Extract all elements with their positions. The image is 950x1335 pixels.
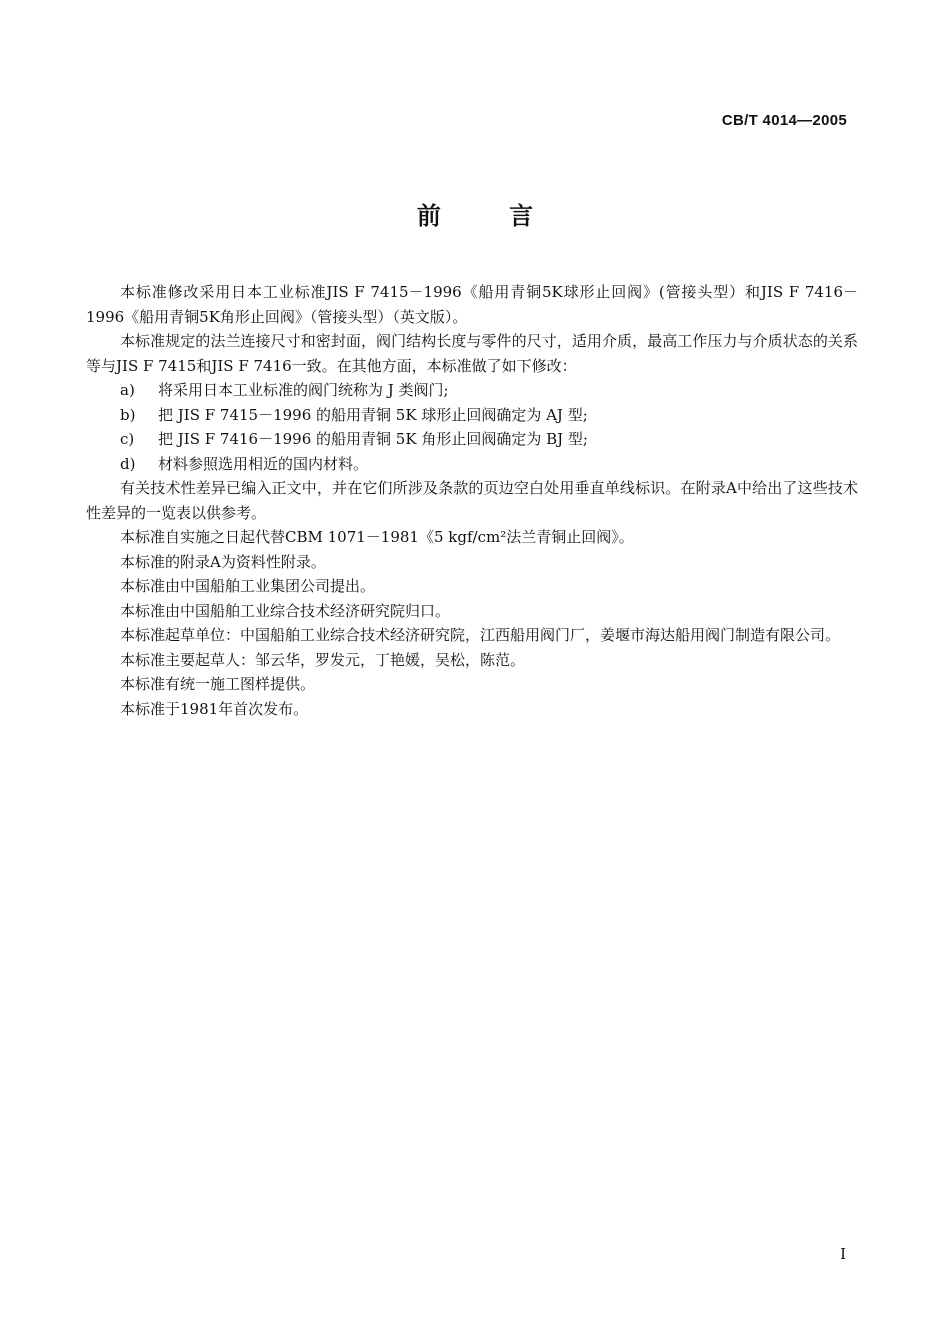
standard-code: CB/T 4014—2005 bbox=[721, 112, 847, 129]
paragraph-drawings: 本标准有统一施工图样提供。 bbox=[120, 675, 316, 693]
list-item bbox=[86, 378, 858, 403]
list-marker: c) bbox=[120, 430, 135, 448]
list-item-text: 把 JIS F 7415－1996 的船用青铜 5K 球形止回阀确定为 AJ 型; bbox=[158, 405, 588, 424]
list-item-text: 材料参照选用相近的国内材料。 bbox=[158, 454, 369, 473]
list-marker: d) bbox=[120, 454, 136, 473]
paragraph-replaces: 本标准自实施之日起代替CBM 1071－1981《5 kgf/cm²法兰青铜止回阀》。 bbox=[120, 528, 634, 546]
list-item-text: 把 JIS F 7416－1996 的船用青铜 5K 角形止回阀确定为 BJ 型; bbox=[158, 430, 588, 448]
document-body bbox=[86, 280, 858, 721]
page-title: 前 言 bbox=[416, 202, 564, 230]
list-marker: a) bbox=[120, 381, 135, 399]
page-number: I bbox=[840, 1245, 846, 1263]
paragraph-managed-by: 本标准由中国船舶工业综合技术经济研究院归口。 bbox=[120, 601, 451, 620]
list-item bbox=[86, 427, 858, 452]
paragraph-first-release: 本标准于1981年首次发布。 bbox=[120, 699, 309, 718]
paragraph-drafters: 本标准主要起草人：邹云华，罗发元，丁艳媛，吴松，陈范。 bbox=[120, 650, 526, 669]
paragraph-proposed-by: 本标准由中国船舶工业集团公司提出。 bbox=[120, 577, 376, 595]
list-item bbox=[86, 403, 858, 428]
paragraph-adoption: 本标准修改采用日本工业标准JIS F 7415－1996《船用青铜5K球形止回阀》(管接头型）和JIS F 7416－1996《船用青铜5K角形止回阀》（管接头型）（英文版）。 bbox=[86, 283, 858, 326]
paragraph-technical-differences: 有关技术性差异已编入正文中，并在它们所涉及条款的页边空白处用垂直单线标识。在附录A中给出了这些技术性差异的一览表以供参考。 bbox=[86, 479, 858, 522]
list-item bbox=[86, 452, 858, 477]
list-item-text: 将采用日本工业标准的阀门统称为 J 类阀门; bbox=[158, 381, 449, 399]
paragraph-appendix: 本标准的附录A为资料性附录。 bbox=[120, 552, 326, 571]
paragraph-modifications: 本标准规定的法兰连接尺寸和密封面，阀门结构长度与零件的尺寸，适用介质，最高工作压力与介质状态的关系等与JIS F 7415和JIS F 7416一致。在其他方面，本标准做了如下修改： bbox=[86, 332, 858, 375]
paragraph-drafting-units: 本标准起草单位：中国船舶工业综合技术经济研究院，江西船用阀门厂，姜堰市海达船用阀门制造有限公司。 bbox=[120, 626, 841, 644]
list-marker: b) bbox=[120, 405, 136, 424]
